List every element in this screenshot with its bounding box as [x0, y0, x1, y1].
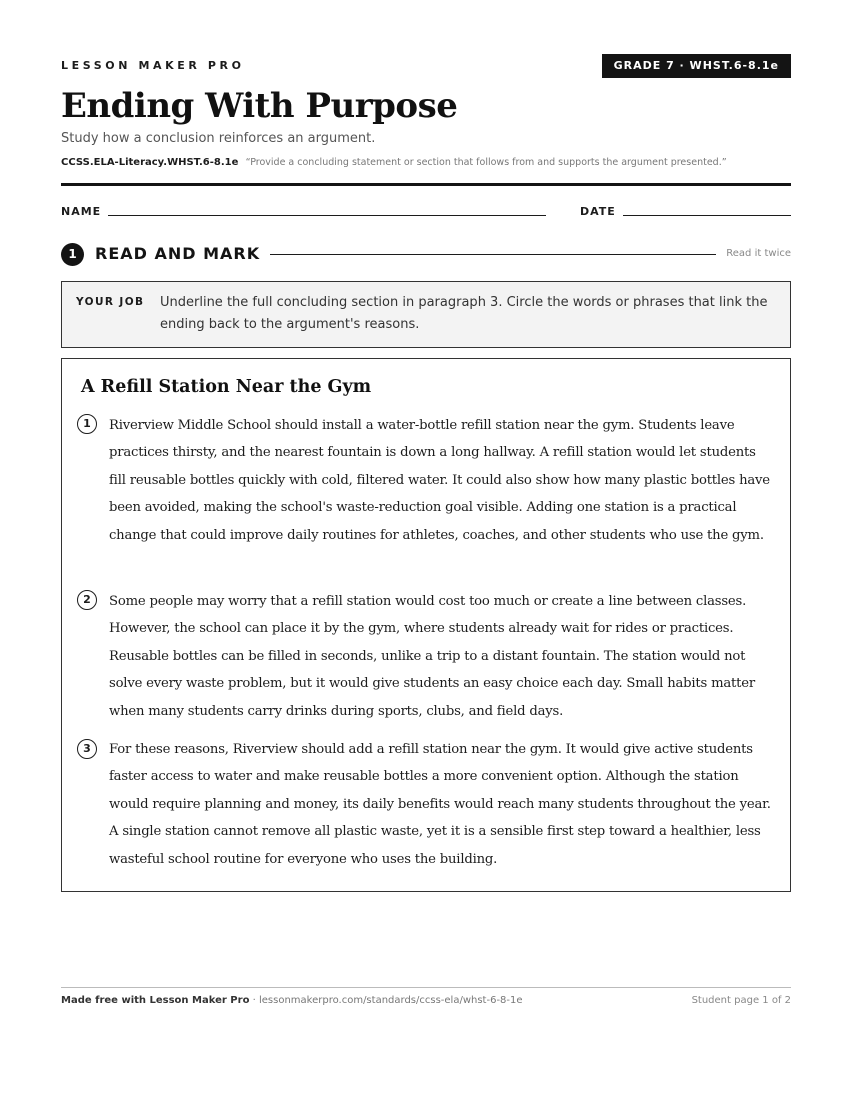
section-hint: Read it twice: [726, 248, 791, 259]
page-subtitle: Study how a conclusion reinforces an argument.: [61, 131, 376, 146]
section-divider: [270, 254, 716, 255]
page-title: Ending With Purpose: [61, 86, 458, 126]
date-label: DATE: [580, 205, 616, 218]
date-field[interactable]: [623, 215, 791, 216]
paragraph-number-2: 2: [77, 590, 97, 610]
grade-badge: GRADE 7 · WHST.6-8.1e: [602, 54, 791, 78]
footer-made-with: Made free with Lesson Maker Pro: [61, 995, 250, 1006]
passage-title: A Refill Station Near the Gym: [81, 377, 372, 397]
paragraph-number-3: 3: [77, 739, 97, 759]
standard-code: CCSS.ELA-Literacy.WHST.6-8.1e: [61, 157, 239, 168]
reading-passage: [61, 358, 791, 892]
worksheet-page: [61, 0, 791, 1100]
paragraph-2[interactable]: Some people may worry that a refill station would cost too much or create a line between classes. However, the school can place it by the gym, where students already wait for rides or practices. Reusable bottles can be filled in seconds, unlike a trip to a distant fountain. The station would not solve every waste problem, but it would give students an easy choice each day. Small habits matter when many students carry drinks during sports, clubs, and field days.: [109, 594, 755, 719]
section-title: READ AND MARK: [95, 244, 261, 263]
paragraph-1[interactable]: Riverview Middle School should install a water-bottle refill station near the gym. Students leave practices thirsty, and the nearest fountain is down a long hallway. A refill station would let students fill reusable bottles quickly with cold, filtered water. It could also show how many plastic bottles have been avoided, making the school's waste-reduction goal visible. Adding one station is a practical change that could improve daily routines for athletes, coaches, and other students who use the gym.: [109, 418, 770, 543]
standard-line: [61, 157, 727, 168]
paragraph-number-1: 1: [77, 414, 97, 434]
paragraph-3[interactable]: For these reasons, Riverview should add a refill station near the gym. It would give active students faster access to water and make reusable bottles a more convenient option. Although the station would require planning and money, its daily benefits would reach many students throughout the year. A single station cannot remove all plastic waste, yet it is a sensible first step toward a healthier, less wasteful school routine for everyone who uses the building.: [109, 742, 771, 867]
brand-name: LESSON MAKER PRO: [61, 59, 245, 72]
section-number-badge: 1: [61, 243, 84, 266]
header-divider: [61, 183, 791, 186]
instructions-label: YOUR JOB: [76, 296, 145, 308]
footer-url[interactable]: · lessonmakerpro.com/standards/ccss-ela/whst-6-8-1e: [249, 995, 523, 1006]
footer-divider: [61, 987, 791, 988]
name-label: NAME: [61, 205, 102, 218]
instructions-box: [61, 281, 791, 348]
footer-credit: [61, 995, 523, 1006]
standard-quote: “Provide a concluding statement or section that follows from and supports the argument presented.”: [245, 157, 727, 168]
name-field[interactable]: [108, 215, 546, 216]
footer-page-number: Student page 1 of 2: [691, 995, 791, 1006]
instructions-text: Underline the full concluding section in paragraph 3. Circle the words or phrases that link the ending back to the argument's reasons.: [160, 295, 768, 332]
